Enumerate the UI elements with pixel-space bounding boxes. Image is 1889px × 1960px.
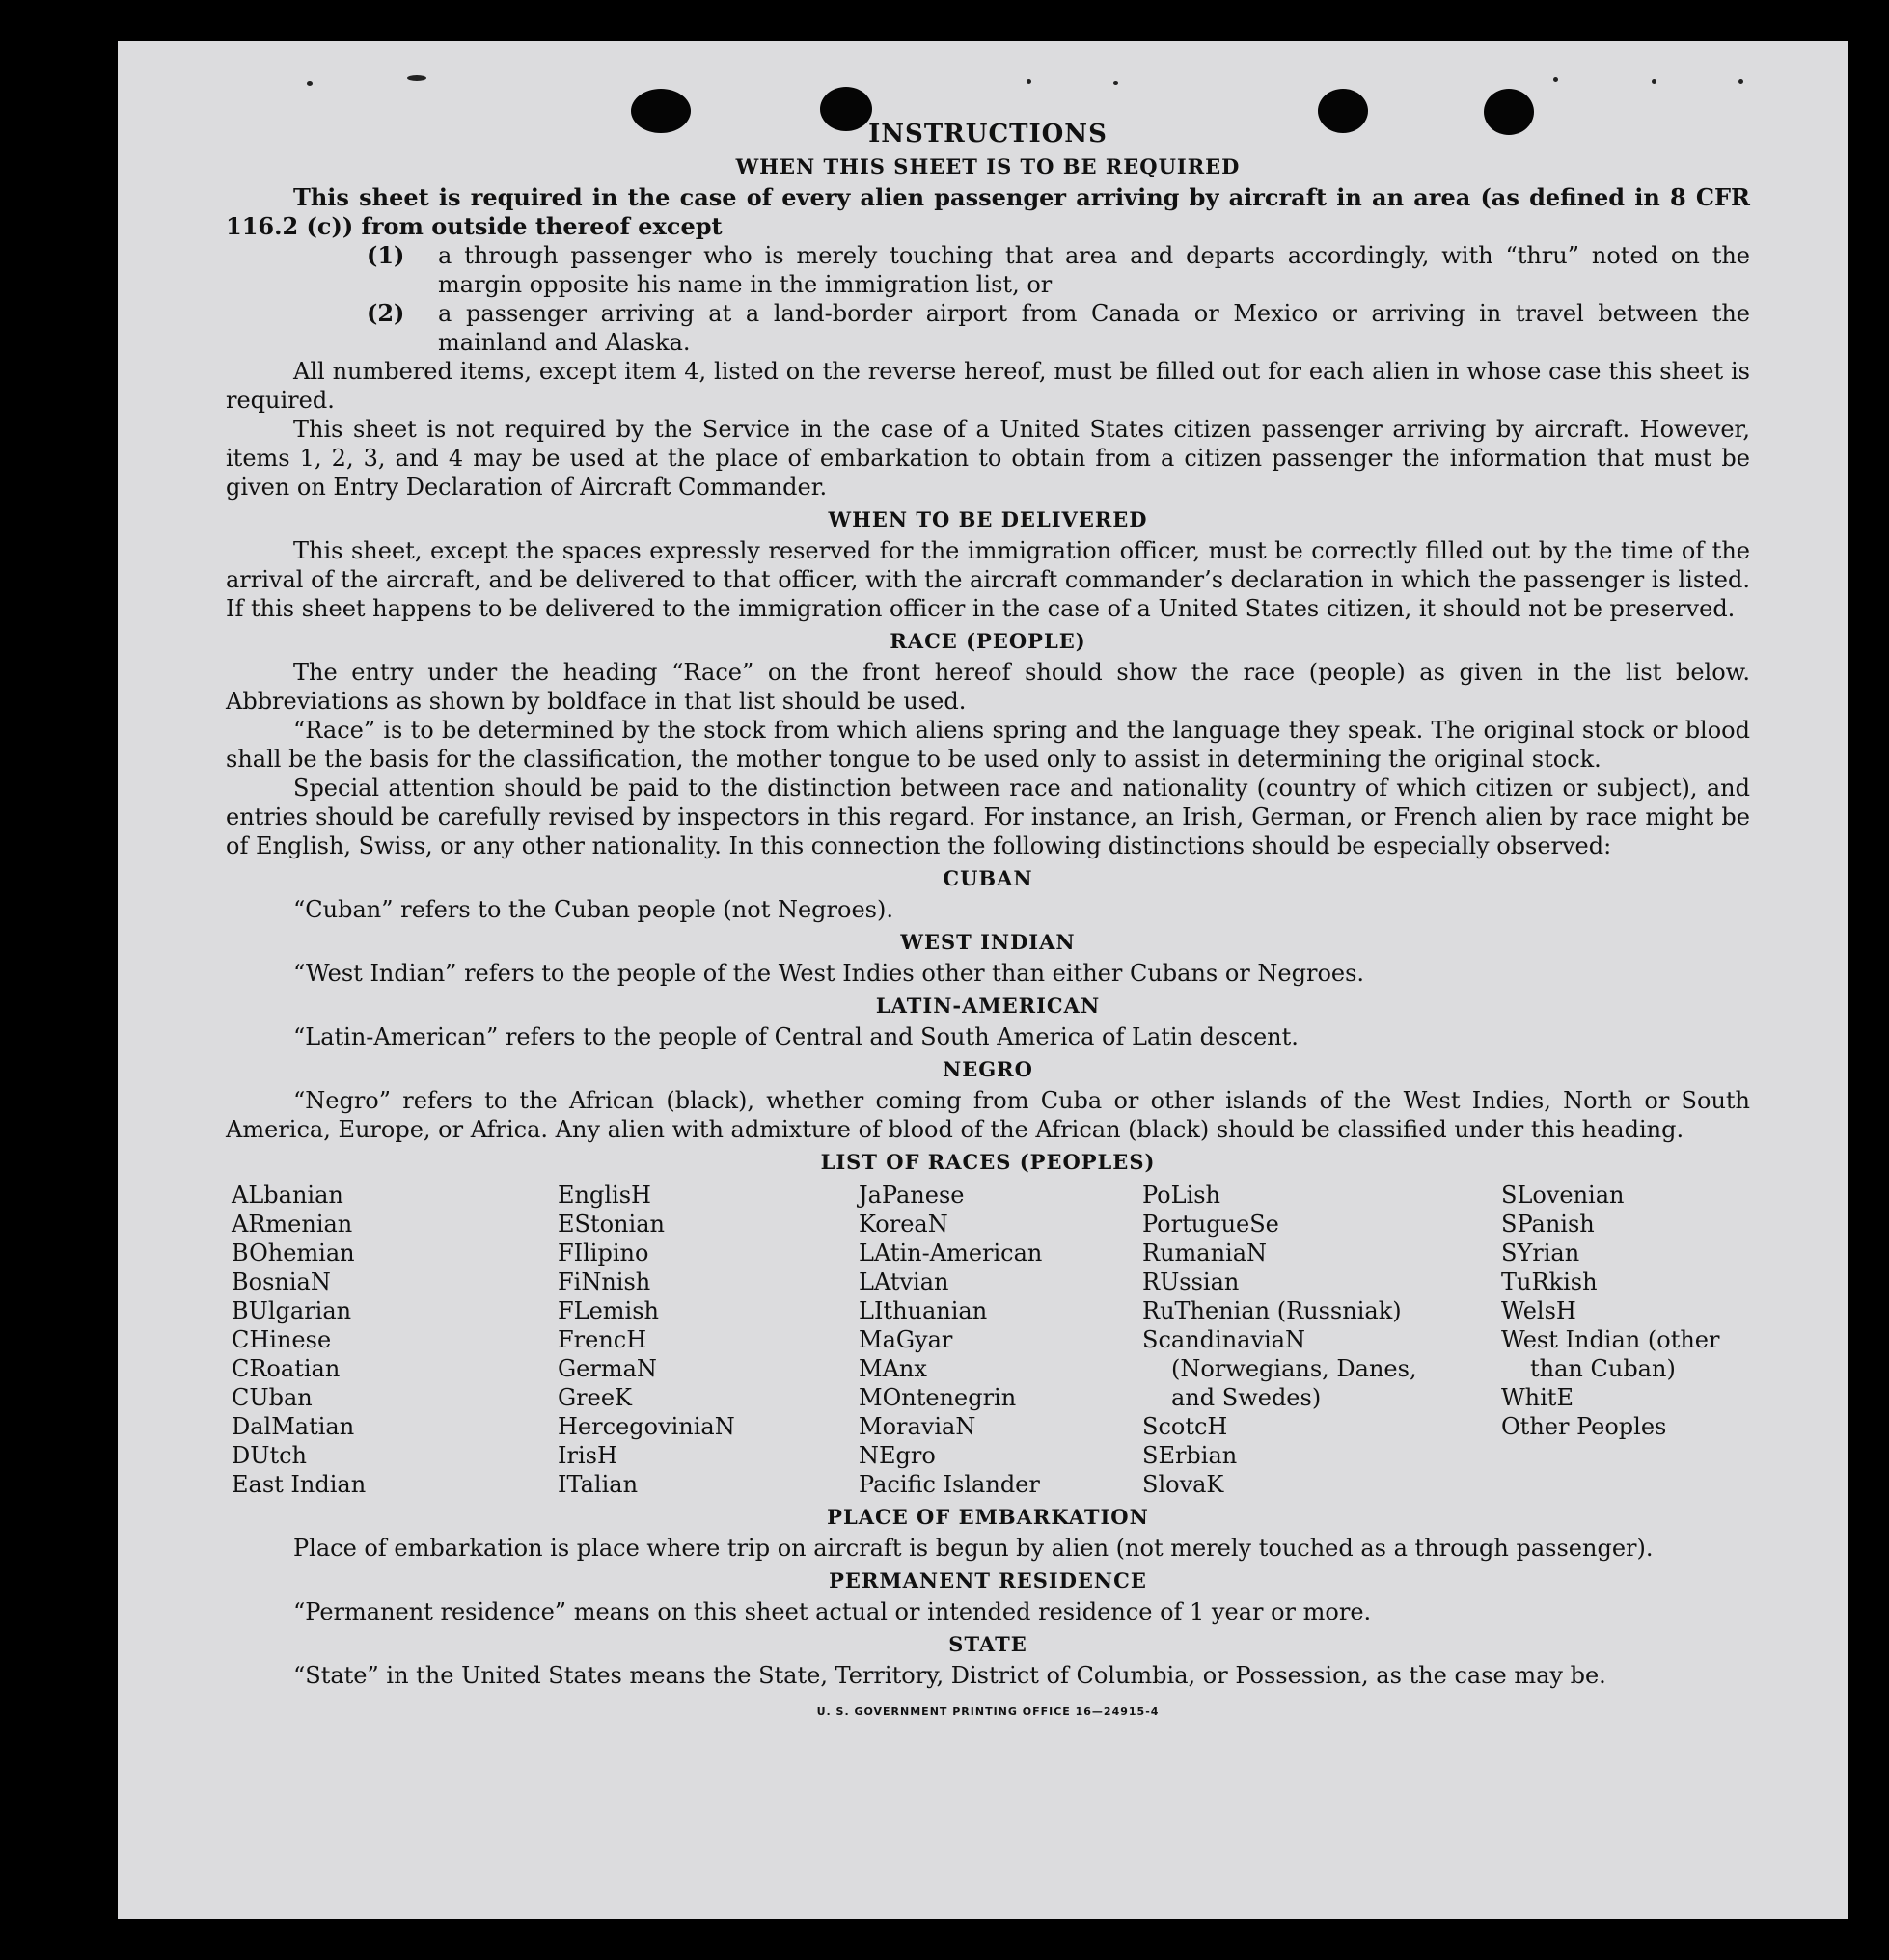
section-heading-latin-american: LATIN-AMERICAN xyxy=(875,994,1101,1018)
race-item: ARmenian xyxy=(232,1211,353,1238)
paragraph-numbered-items: All numbered items, except item 4, listed on the reverse hereof, must be filled out for each alien in whose case this sheet is required. xyxy=(226,358,1750,414)
race-item: SPanish xyxy=(1501,1211,1595,1238)
race-item: IrisH xyxy=(558,1442,617,1469)
race-item: RumaniaN xyxy=(1142,1239,1268,1266)
race-item: LIthuanian xyxy=(859,1297,988,1324)
section-heading-delivered: WHEN TO BE DELIVERED xyxy=(828,507,1148,531)
race-column-2 xyxy=(558,1181,859,1499)
race-item: BOhemian xyxy=(232,1239,355,1266)
speck xyxy=(407,75,426,81)
speck xyxy=(1738,79,1743,84)
race-item: PortugueSe xyxy=(1142,1211,1279,1238)
paragraph-race-stock: “Race” is to be determined by the stock from which aliens spring and the language they speak. The original stock or blood shall be the basis for the classification, the mother tongue to be used only to assist in determining the original stock. xyxy=(226,717,1750,773)
race-item: East Indian xyxy=(232,1471,367,1498)
paragraph-state: “State” in the United States means the State, Territory, District of Columbia, or Possession, as the case may be. xyxy=(293,1662,1606,1689)
race-item: MOntenegrin xyxy=(859,1384,1017,1411)
paragraph-required-intro: This sheet is required in the case of every alien passenger arriving by aircraft in an area (as defined in 8 CFR 116.2 (c)) from outside thereof except xyxy=(226,183,1750,240)
race-item: CUban xyxy=(232,1384,313,1411)
race-item: ALbanian xyxy=(232,1182,343,1209)
page-title: INSTRUCTIONS xyxy=(868,120,1108,149)
race-item: FLemish xyxy=(558,1297,659,1324)
race-item: SYrian xyxy=(1501,1239,1580,1266)
section-heading-negro: NEGRO xyxy=(943,1057,1033,1081)
paragraph-embarkation: Place of embarkation is place where trip on aircraft is begun by alien (not merely touched as a through passenger). xyxy=(293,1535,1654,1562)
exception-number: (1) xyxy=(367,241,405,269)
speck xyxy=(1553,77,1558,82)
race-item: TuRkish xyxy=(1501,1268,1598,1295)
race-item: Pacific Islander xyxy=(859,1471,1040,1498)
race-item: MaGyar xyxy=(859,1326,953,1353)
section-heading-required: WHEN THIS SHEET IS TO BE REQUIRED xyxy=(735,154,1241,178)
exception-text: a passenger arriving at a land-border airport from Canada or Mexico or arriving in travel between the mainland and Alaska. xyxy=(438,300,1750,356)
race-item: CHinese xyxy=(232,1326,332,1353)
section-heading-cuban: CUBAN xyxy=(943,866,1033,890)
race-item: RUssian xyxy=(1142,1268,1240,1295)
race-item: SlovaK xyxy=(1142,1471,1224,1498)
race-item: MoraviaN xyxy=(859,1413,976,1440)
race-item: CRoatian xyxy=(232,1355,341,1382)
race-item: SLovenian xyxy=(1501,1182,1625,1209)
race-item: West Indian (other than Cuban) xyxy=(1501,1326,1720,1382)
speck xyxy=(307,81,313,86)
race-item: LAtvian xyxy=(859,1268,949,1295)
paragraph-race-entry: The entry under the heading “Race” on the front hereof should show the race (people) as given in the list below. Abbreviations as shown by boldface in that list should be used. xyxy=(226,659,1750,715)
race-item: FrencH xyxy=(558,1326,647,1353)
race-item: LAtin-American xyxy=(859,1239,1043,1266)
race-item: ScandinaviaN (Norwegians, Danes, and Swedes) xyxy=(1142,1326,1417,1411)
race-item: FiNnish xyxy=(558,1268,651,1295)
race-item: GermaN xyxy=(558,1355,657,1382)
paragraph-delivered: This sheet, except the spaces expressly reserved for the immigration officer, must be correctly filled out by the time of the arrival of the aircraft, and be delivered to that officer, with the aircraft commander’s declaration in which the passenger is listed. If this sheet happens to be delivered to the immigration officer in the case of a United States citizen, it should not be preserved. xyxy=(226,537,1750,622)
race-item: NEgro xyxy=(859,1442,936,1469)
race-item: ITalian xyxy=(558,1471,639,1498)
document-sheet xyxy=(118,41,1848,1919)
paragraph-latin-american: “Latin-American” refers to the people of Central and South America of Latin descent. xyxy=(293,1023,1299,1050)
race-item: WhitE xyxy=(1501,1384,1574,1411)
race-item: FIlipino xyxy=(558,1239,649,1266)
race-item: KoreaN xyxy=(859,1211,948,1238)
race-column-3 xyxy=(859,1181,1142,1499)
race-item: EStonian xyxy=(558,1211,665,1238)
race-item: ScotcH xyxy=(1142,1413,1228,1440)
instructions-content xyxy=(226,120,1750,1727)
exception-number: (2) xyxy=(367,299,405,327)
section-heading-residence: PERMANENT RESIDENCE xyxy=(829,1568,1147,1592)
race-item: EnglisH xyxy=(558,1182,651,1209)
race-item: BUlgarian xyxy=(232,1297,352,1324)
race-item: HercegoviniaN xyxy=(558,1413,735,1440)
paragraph-residence: “Permanent residence” means on this sheet actual or intended residence of 1 year or more. xyxy=(293,1598,1372,1625)
printer-imprint: U. S. GOVERNMENT PRINTING OFFICE 16—24915-4 xyxy=(816,1705,1160,1718)
race-item: PoLish xyxy=(1142,1182,1221,1209)
speck xyxy=(1652,79,1656,84)
race-item: RuThenian (Russniak) xyxy=(1142,1297,1402,1324)
exception-item xyxy=(367,299,1750,357)
section-heading-race-list: LIST OF RACES (PEOPLES) xyxy=(820,1150,1156,1174)
section-heading-embarkation: PLACE OF EMBARKATION xyxy=(827,1505,1149,1529)
section-heading-race: RACE (PEOPLE) xyxy=(890,629,1086,653)
exception-text: a through passenger who is merely touching that area and departs accordingly, with “thru” noted on the margin opposite his name in the immigration list, or xyxy=(438,242,1750,298)
race-item: MAnx xyxy=(859,1355,927,1382)
race-column-5 xyxy=(1501,1181,1756,1499)
race-item: BosniaN xyxy=(232,1268,331,1295)
paragraph-west-indian: “West Indian” refers to the people of the West Indies other than either Cubans or Negroes. xyxy=(293,960,1365,987)
section-heading-west-indian: WEST INDIAN xyxy=(900,930,1076,954)
exception-item xyxy=(367,241,1750,299)
race-item: Other Peoples xyxy=(1501,1413,1667,1440)
race-item: WelsH xyxy=(1501,1297,1576,1324)
paragraph-cuban: “Cuban” refers to the Cuban people (not Negroes). xyxy=(293,896,893,923)
race-item: DUtch xyxy=(232,1442,308,1469)
race-list xyxy=(232,1181,1750,1499)
race-item: JaPanese xyxy=(859,1182,965,1209)
race-item: DalMatian xyxy=(232,1413,355,1440)
paragraph-negro: “Negro” refers to the African (black), whether coming from Cuba or other islands of the West Indies, North or South America, Europe, or Africa. Any alien with admixture of blood of the African (black) should be classified under this heading. xyxy=(226,1087,1750,1143)
race-column-1 xyxy=(232,1181,558,1499)
paragraph-race-nationality: Special attention should be paid to the distinction between race and nationality (country of which citizen or subject), and entries should be carefully revised by inspectors in this regard. For instance, an Irish, German, or French alien by race might be of English, Swiss, or any other nationality. In this connection the following distinctions should be especially observed: xyxy=(226,775,1750,859)
speck xyxy=(1113,81,1118,85)
paragraph-citizen: This sheet is not required by the Service in the case of a United States citizen passenger arriving by aircraft. However, items 1, 2, 3, and 4 may be used at the place of embarkation to obtain from a citizen passenger the information that must be given on Entry Declaration of Aircraft Commander. xyxy=(226,416,1750,501)
race-column-4 xyxy=(1142,1181,1501,1499)
race-item: GreeK xyxy=(558,1384,632,1411)
race-item: SErbian xyxy=(1142,1442,1238,1469)
section-heading-state: STATE xyxy=(948,1632,1027,1656)
speck xyxy=(1027,79,1031,84)
